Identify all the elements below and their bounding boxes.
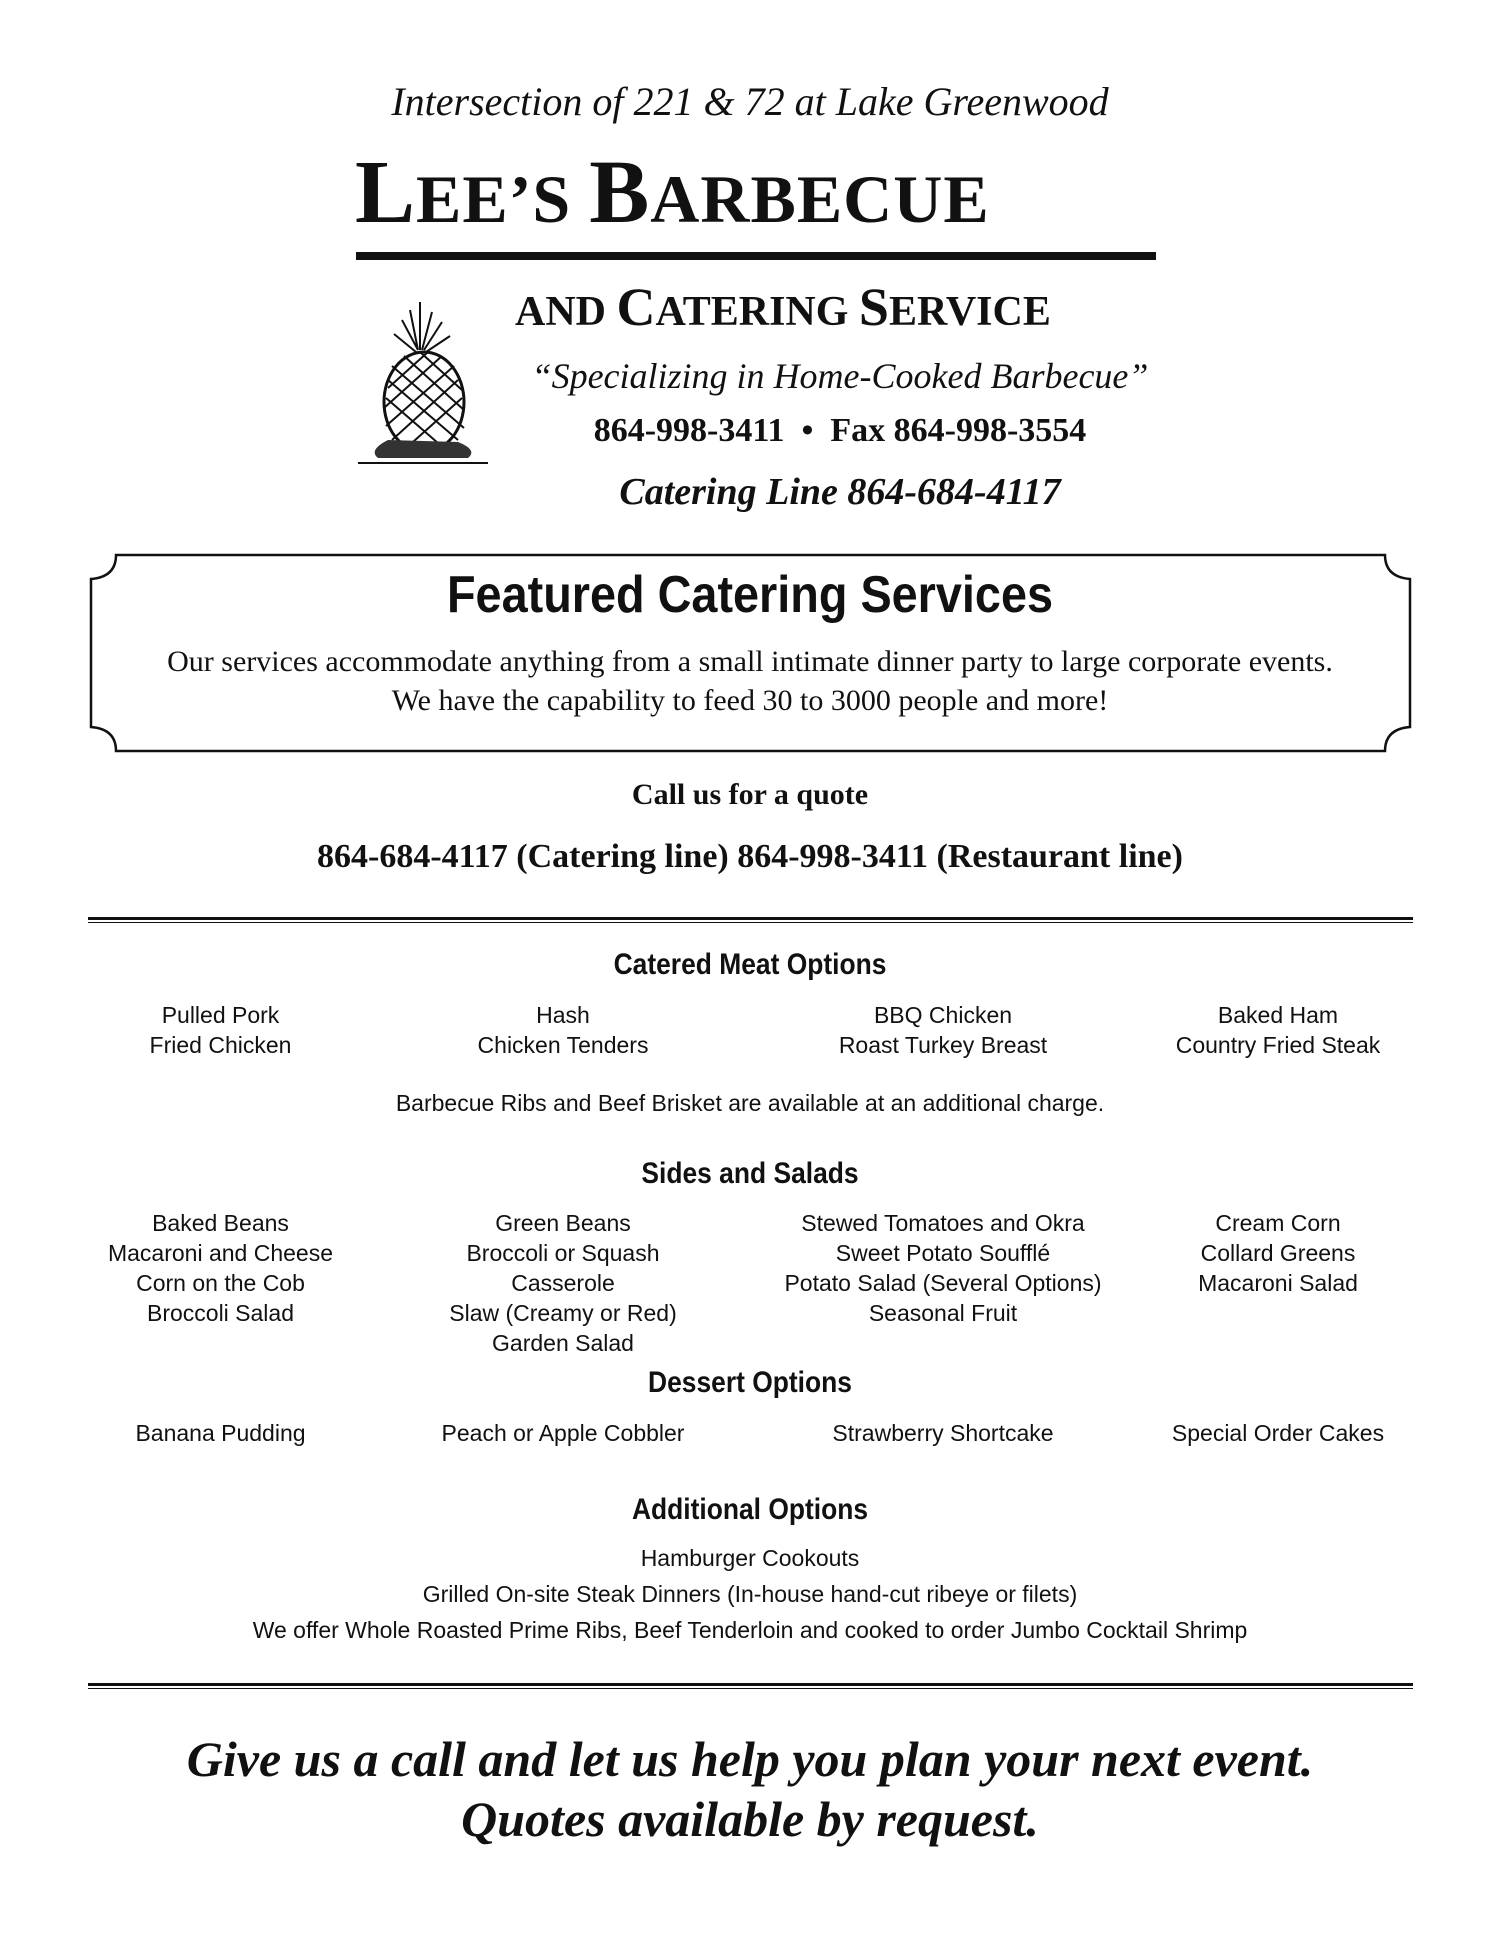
menu-item: Roast Turkey Breast bbox=[838, 1032, 1048, 1058]
feature-title: Featured Catering Services bbox=[446, 566, 1054, 624]
menu-item: Fried Chicken bbox=[149, 1032, 292, 1058]
additional-item: Hamburger Cookouts bbox=[640, 1545, 860, 1571]
sides-heading: Sides and Salads bbox=[641, 1157, 859, 1190]
dessert-column bbox=[1143, 1418, 1413, 1448]
quote-label: Call us for a quote bbox=[631, 778, 869, 811]
menu-item: Country Fried Steak bbox=[1175, 1032, 1381, 1058]
closing-line: Quotes available by request. bbox=[461, 1791, 1039, 1847]
meat-note: Barbecue Ribs and Beef Brisket are available at an additional charge. bbox=[395, 1090, 1105, 1116]
menu-item: Broccoli Salad bbox=[146, 1300, 295, 1326]
meat-column bbox=[413, 1000, 713, 1060]
logo-underline bbox=[358, 462, 488, 464]
additional-item: We offer Whole Roasted Prime Ribs, Beef Tenderloin and cooked to order Jumbo Cocktail Shrimp bbox=[252, 1617, 1248, 1643]
closing-line: Give us a call and let us help you plan your next event. bbox=[186, 1731, 1314, 1787]
menu-item: Corn on the Cob bbox=[136, 1270, 305, 1296]
menu-item: Slaw (Creamy or Red) bbox=[449, 1300, 677, 1326]
subtitle-rest: ERVICE bbox=[888, 289, 1051, 335]
menu-item: Baked Beans bbox=[152, 1210, 289, 1236]
address: Intersection of 221 & 72 at Lake Greenwood bbox=[391, 79, 1109, 124]
menu-item: Baked Ham bbox=[1217, 1002, 1339, 1028]
menu-item: Green Beans bbox=[495, 1210, 631, 1236]
meat-column bbox=[773, 1000, 1113, 1060]
subtitle-initial: S bbox=[858, 277, 889, 337]
phone-fax: 864-998-3411 • Fax 864-998-3554 bbox=[593, 412, 1087, 449]
dessert-heading: Dessert Options bbox=[648, 1366, 852, 1399]
subtitle-initial: C bbox=[616, 277, 656, 337]
menu-item: Seasonal Fruit bbox=[868, 1300, 1018, 1326]
quote-phones: 864-684-4117 (Catering line) 864-998-3411 (Restaurant line) bbox=[317, 838, 1183, 875]
feature-description: We have the capability to feed 30 to 3000 people and more! bbox=[391, 684, 1109, 717]
menu-item: Macaroni and Cheese bbox=[107, 1240, 334, 1266]
title-initial: B bbox=[589, 143, 651, 242]
sides-grid bbox=[88, 1208, 1413, 1358]
menu-item: Cream Corn bbox=[1215, 1210, 1341, 1236]
meat-column bbox=[1143, 1000, 1413, 1060]
dessert-column bbox=[413, 1418, 713, 1448]
menu-item: Pulled Pork bbox=[161, 1002, 280, 1028]
menu-item: Collard Greens bbox=[1200, 1240, 1356, 1266]
sides-column bbox=[773, 1208, 1113, 1358]
subtitle-rest: ATERING bbox=[655, 289, 859, 335]
menu-item: Strawberry Shortcake bbox=[832, 1420, 1054, 1446]
title-initial: L bbox=[355, 143, 417, 242]
menu-item: Macaroni Salad bbox=[1198, 1270, 1358, 1296]
title-rest: EE’S bbox=[416, 161, 590, 237]
additional-item: Grilled On-site Steak Dinners (In-house hand-cut ribeye or filets) bbox=[422, 1581, 1078, 1607]
meat-column bbox=[88, 1000, 353, 1060]
sides-column bbox=[88, 1208, 353, 1358]
menu-item: Garden Salad bbox=[492, 1330, 634, 1356]
tagline: “Specializing in Home-Cooked Barbecue” bbox=[531, 356, 1149, 396]
feature-description: Our services accommodate anything from a small intimate dinner party to large corporate events. bbox=[167, 645, 1333, 678]
title-rest: ARBECUE bbox=[650, 161, 990, 237]
menu-item: BBQ Chicken bbox=[873, 1002, 1013, 1028]
menu-item: Broccoli or Squash Casserole bbox=[466, 1240, 660, 1296]
section-divider bbox=[88, 1683, 1413, 1689]
menu-item: Sweet Potato Soufflé bbox=[835, 1240, 1051, 1266]
sides-column bbox=[413, 1208, 713, 1358]
meat-heading: Catered Meat Options bbox=[613, 948, 887, 981]
meat-grid bbox=[88, 1000, 1413, 1060]
restaurant-name bbox=[355, 143, 990, 242]
catering-line: Catering Line 864-684-4117 bbox=[619, 471, 1061, 513]
subtitle-lead: AND bbox=[515, 289, 617, 335]
dessert-column bbox=[88, 1418, 353, 1448]
section-divider bbox=[88, 917, 1413, 923]
dessert-grid bbox=[88, 1418, 1413, 1448]
sides-column bbox=[1143, 1208, 1413, 1358]
menu-item: Potato Salad (Several Options) bbox=[784, 1270, 1102, 1296]
menu-item: Special Order Cakes bbox=[1171, 1420, 1385, 1446]
menu-item: Hash bbox=[536, 1002, 590, 1028]
menu-item: Banana Pudding bbox=[135, 1420, 306, 1446]
pineapple-icon bbox=[358, 290, 488, 460]
title-divider bbox=[356, 252, 1156, 260]
additional-heading: Additional Options bbox=[631, 1493, 869, 1526]
menu-item: Chicken Tenders bbox=[477, 1032, 649, 1058]
subtitle bbox=[515, 277, 1051, 337]
menu-item: Peach or Apple Cobbler bbox=[441, 1420, 685, 1446]
menu-item: Stewed Tomatoes and Okra bbox=[801, 1210, 1085, 1236]
dessert-column bbox=[773, 1418, 1113, 1448]
